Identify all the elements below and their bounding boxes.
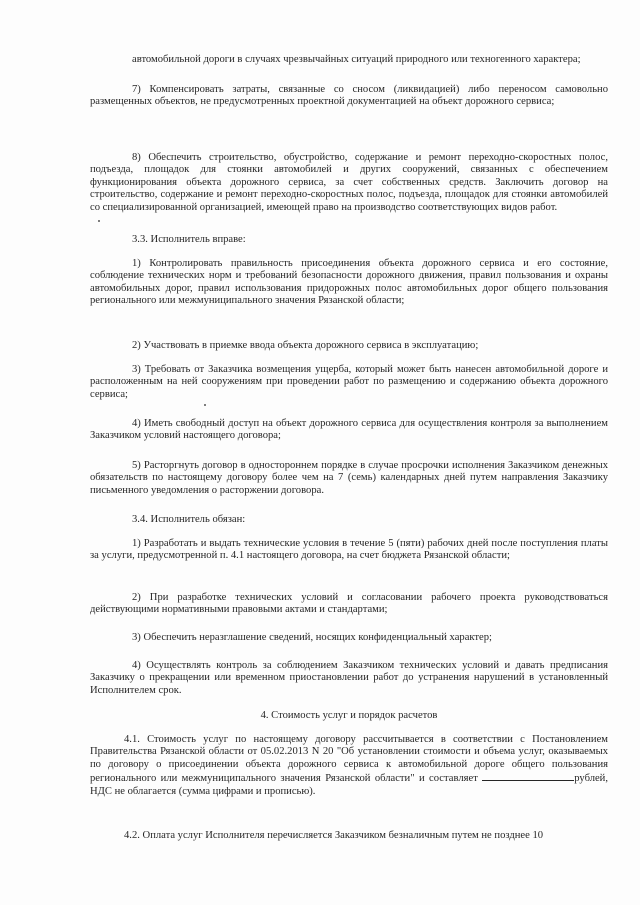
text-3-3-item-5: 5) Расторгнуть договор в одностороннем порядке в случае просрочки исполнения Заказчиком денежных обязательств по настоящему договору более чем на 7 (семь) календарных дней путем направления Заказчику письменного уведомления о расторжении договора. bbox=[90, 460, 608, 496]
paragraph-7 bbox=[90, 84, 608, 109]
paragraph-top bbox=[90, 54, 608, 66]
text-3-3-item-4: 4) Иметь свободный доступ на объект дорожного сервиса для осуществления контроля за выполнением Заказчиком условий настоящего договора; bbox=[90, 418, 608, 442]
text-3-4-item-3: 3) Обеспечить неразглашение сведений, носящих конфиденциальный характер; bbox=[132, 632, 492, 643]
paragraph-3-4-4 bbox=[90, 660, 608, 697]
paragraph-3-3-5 bbox=[90, 460, 608, 497]
text-section-3-4: 3.4. Исполнитель обязан: bbox=[132, 514, 246, 525]
text-4-1-main: 4.1. Стоимость услуг по настоящему договору рассчитывается в соответствии с Постановлением Правительства Рязанской области от 05.02.2013 N 20 "Об установлении стоимости и объема услуг, оказываемых по договору о присоединении объекта дорожного сервиса к автомобильной дороге общего пользования регионального или межмуниципального значения Рязанской области" и составляет bbox=[90, 734, 608, 785]
paragraph-3-4-3 bbox=[90, 632, 608, 644]
text-3-4-item-2: 2) При разработке технических условий и согласовании рабочего проекта руководствоваться действующими нормативными правовыми актами и стандартами; bbox=[90, 592, 608, 616]
paragraph-3-3-4 bbox=[90, 418, 608, 443]
text-3-4-item-1: 1) Разработать и выдать технические условия в течение 5 (пяти) рабочих дней после поступления платы за услуги, предусмотренной п. 4.1 настоящего договора, на счет бюджета Рязанской области; bbox=[90, 538, 608, 562]
text-section-3-3: 3.3. Исполнитель вправе: bbox=[132, 234, 246, 245]
paragraph-3-4-2 bbox=[90, 592, 608, 617]
text-item-7: 7) Компенсировать затраты, связанные со сносом (ликвидацией) либо переносом самовольно размещенных объектов, не предусмотренных проектной документацией на объект дорожного сервиса; bbox=[90, 84, 608, 108]
paragraph-3-3-3 bbox=[90, 364, 608, 401]
text-item-8: 8) Обеспечить строительство, обустройство, содержание и ремонт переходно-скоростных полос, подъезда, площадок для стоянки автомобилей и других сооружений, связанных с обеспечением функционирования объекта дорожного сервиса, за счет собственных средств. Заключить договор на строительство, содержание и ремонт переходно-скоростных полос, подъезда, площадок для стоянки автомобилей со специализированной организацией, имеющей право на производство соответствующих видов работ. bbox=[90, 152, 608, 213]
paragraph-4-1 bbox=[90, 734, 608, 798]
paragraph-3-3-1 bbox=[90, 258, 608, 308]
paragraph-8 bbox=[90, 152, 608, 214]
text-3-3-item-1: 1) Контролировать правильность присоединения объекта дорожного сервиса и его состояние, соблюдение технических норм и требований безопасности дорожного движения, правил пользования и охраны автомобильных дорог, правил использования придорожных полос автомобильных дорог общего пользования регионального или межмуниципального значения Рязанской области; bbox=[90, 258, 608, 307]
paragraph-3-3-2 bbox=[90, 340, 608, 352]
paragraph-4-2 bbox=[90, 830, 608, 842]
text-4-1 bbox=[90, 734, 608, 798]
section-3-3-heading bbox=[90, 234, 608, 246]
scan-speck bbox=[204, 404, 206, 406]
text-3-3-item-2: 2) Участвовать в приемке ввода объекта дорожного сервиса в эксплуатацию; bbox=[132, 340, 479, 351]
scan-speck bbox=[98, 220, 100, 222]
text-3-4-item-4: 4) Осуществлять контроль за соблюдением Заказчиком технических условий и давать предписания Заказчику о прекращении или временном приостановлении работ до устранения нарушений в установленный Исполнителем срок. bbox=[90, 660, 608, 696]
text-4-2: 4.2. Оплата услуг Исполнителя перечисляется Заказчиком безналичным путем не позднее 10 bbox=[124, 830, 544, 841]
section-3-4-heading bbox=[90, 514, 608, 526]
text-4-1-tail: рублей, НДС не облагается (сумма цифрами и прописью). bbox=[90, 773, 608, 797]
section-4-title: 4. Стоимость услуг и порядок расчетов bbox=[260, 710, 438, 721]
paragraph-3-4-1 bbox=[90, 538, 608, 563]
sum-blank-field bbox=[482, 771, 574, 781]
text-road-emergency: автомобильной дороги в случаях чрезвычайных ситуаций природного или техногенного характера; bbox=[132, 54, 581, 65]
text-3-3-item-3: 3) Требовать от Заказчика возмещения ущерба, который может быть нанесен автомобильной дороге и расположенным на ней сооружениям при проведении работ по размещению и содержанию объекта дорожного сервиса; bbox=[90, 364, 608, 400]
